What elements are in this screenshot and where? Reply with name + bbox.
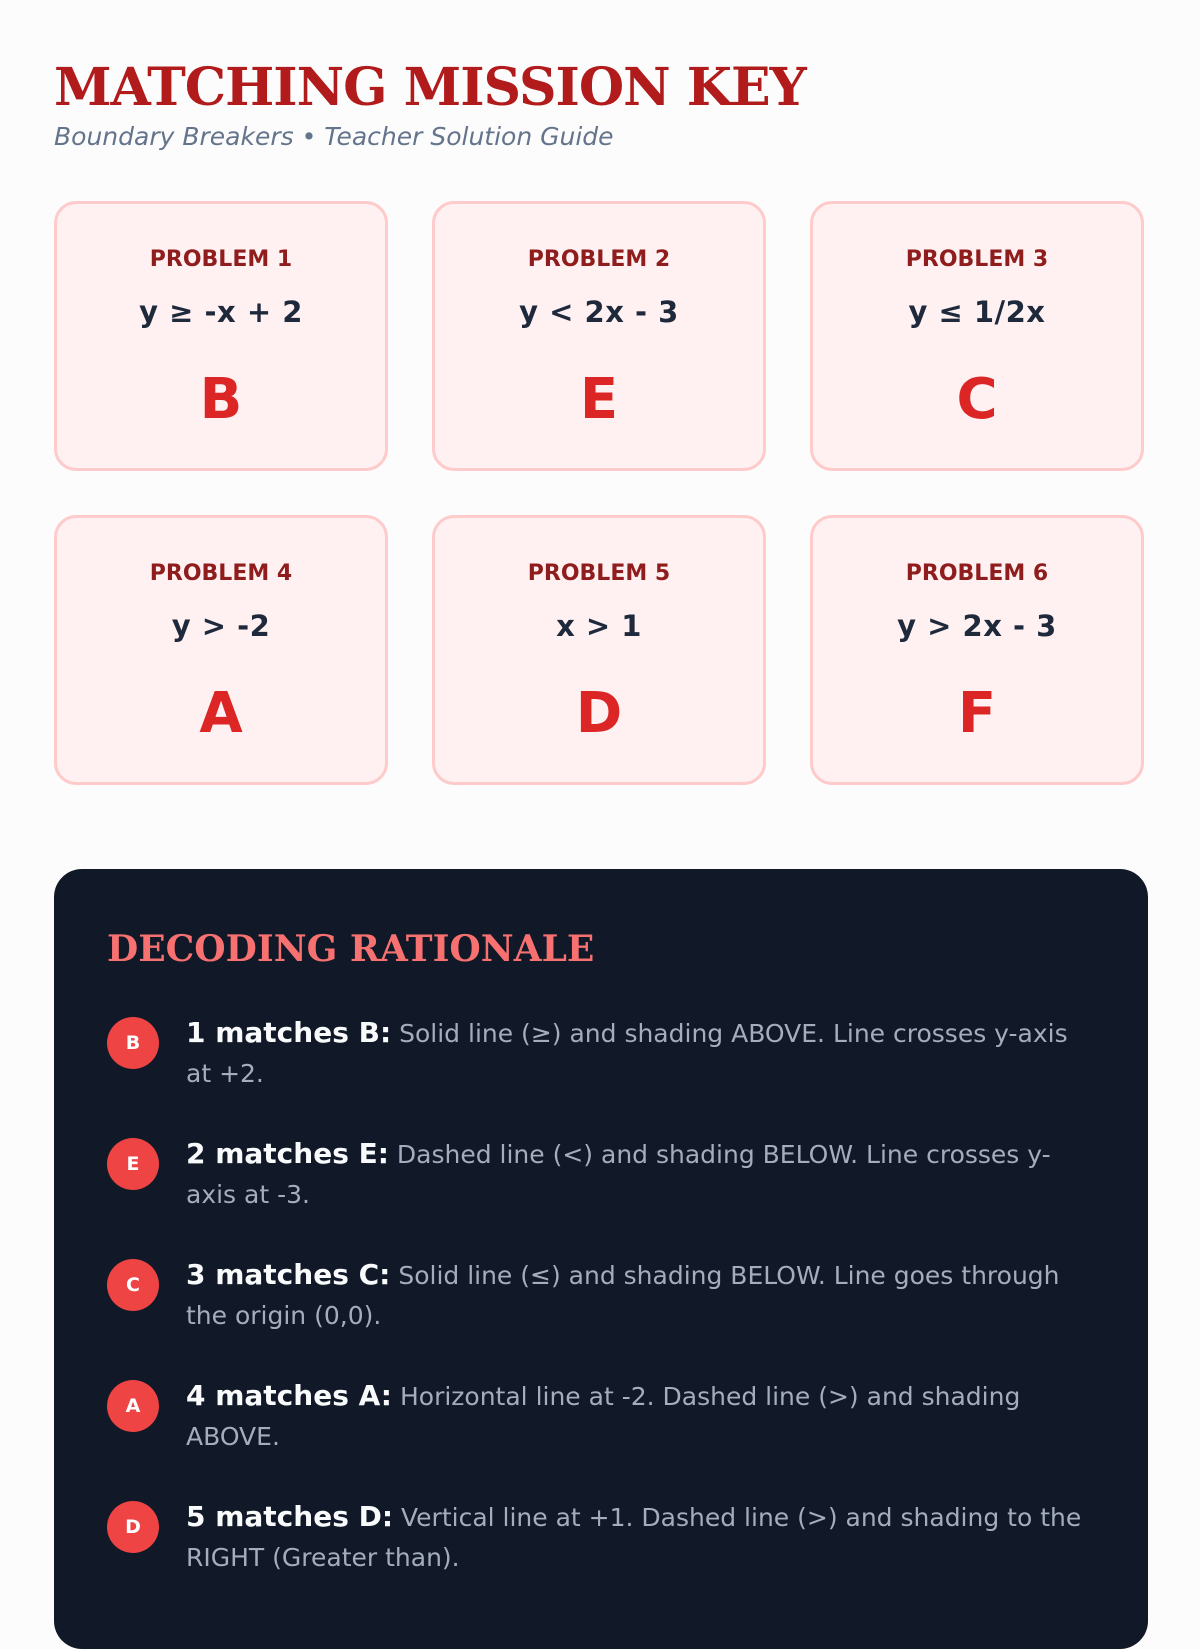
rationale-detail: Solid line (≤) and shading BELOW. Line goes through the origin (0,0). bbox=[186, 1261, 1060, 1330]
problem-answer: F bbox=[957, 681, 997, 746]
rationale-detail: Solid line (≥) and shading ABOVE. Line crosses y-axis at +2. bbox=[186, 1019, 1068, 1088]
letter-badge: D bbox=[107, 1501, 159, 1553]
rationale-item bbox=[107, 1376, 1096, 1457]
page-title: MATCHING MISSION KEY bbox=[54, 57, 806, 118]
problem-equation: y > -2 bbox=[171, 609, 271, 643]
problem-answer: E bbox=[579, 367, 619, 432]
rationale-text bbox=[186, 1376, 1096, 1457]
problem-label: PROBLEM 3 bbox=[905, 247, 1049, 272]
rationale-item bbox=[107, 1134, 1096, 1215]
problem-label: PROBLEM 2 bbox=[527, 247, 671, 272]
rationale-lead: 5 matches D: bbox=[186, 1500, 394, 1533]
rationale-item bbox=[107, 1497, 1096, 1578]
problem-card-1 bbox=[54, 201, 388, 471]
problem-card-3 bbox=[810, 201, 1144, 471]
letter-badge: C bbox=[107, 1259, 159, 1311]
page-subtitle: Boundary Breakers • Teacher Solution Guide bbox=[54, 122, 614, 151]
rationale-detail: Vertical line at +1. Dashed line (>) and shading to the RIGHT (Greater than). bbox=[186, 1503, 1082, 1572]
rationale-text bbox=[186, 1497, 1096, 1578]
problems-grid bbox=[54, 201, 1146, 785]
problem-card-4 bbox=[54, 515, 388, 785]
problem-answer: A bbox=[199, 681, 243, 746]
rationale-text bbox=[186, 1255, 1096, 1336]
problem-equation: y ≤ 1/2x bbox=[908, 295, 1046, 329]
problem-equation: y ≥ -x + 2 bbox=[139, 295, 303, 329]
rationale-text bbox=[186, 1013, 1096, 1094]
problem-answer: B bbox=[199, 367, 243, 432]
letter-badge: B bbox=[107, 1017, 159, 1069]
problem-label: PROBLEM 1 bbox=[149, 247, 293, 272]
rationale-lead: 1 matches B: bbox=[186, 1016, 392, 1049]
problem-equation: x > 1 bbox=[556, 609, 642, 643]
problem-label: PROBLEM 5 bbox=[527, 561, 671, 586]
rationale-item bbox=[107, 1255, 1096, 1336]
problem-label: PROBLEM 6 bbox=[905, 561, 1049, 586]
rationale-detail: Dashed line (<) and shading BELOW. Line crosses y-axis at -3. bbox=[186, 1140, 1051, 1209]
letter-badge: A bbox=[107, 1380, 159, 1432]
problem-equation: y < 2x - 3 bbox=[519, 295, 679, 329]
problem-card-2 bbox=[432, 201, 766, 471]
page-header bbox=[54, 56, 1144, 154]
problem-card-6 bbox=[810, 515, 1144, 785]
problem-card-5 bbox=[432, 515, 766, 785]
rationale-item bbox=[107, 1013, 1096, 1094]
rationale-list bbox=[107, 1013, 1096, 1578]
rationale-text bbox=[186, 1134, 1096, 1215]
problem-answer: D bbox=[575, 681, 623, 746]
rationale-heading: DECODING RATIONALE bbox=[107, 928, 595, 970]
letter-badge: E bbox=[107, 1138, 159, 1190]
rationale-panel bbox=[54, 869, 1148, 1649]
rationale-lead: 3 matches C: bbox=[186, 1258, 391, 1291]
rationale-detail: Horizontal line at -2. Dashed line (>) and shading ABOVE. bbox=[186, 1382, 1021, 1451]
rationale-lead: 4 matches A: bbox=[186, 1379, 393, 1412]
problem-label: PROBLEM 4 bbox=[149, 561, 293, 586]
rationale-lead: 2 matches E: bbox=[186, 1137, 389, 1170]
problem-answer: C bbox=[956, 367, 998, 432]
problem-equation: y > 2x - 3 bbox=[897, 609, 1057, 643]
